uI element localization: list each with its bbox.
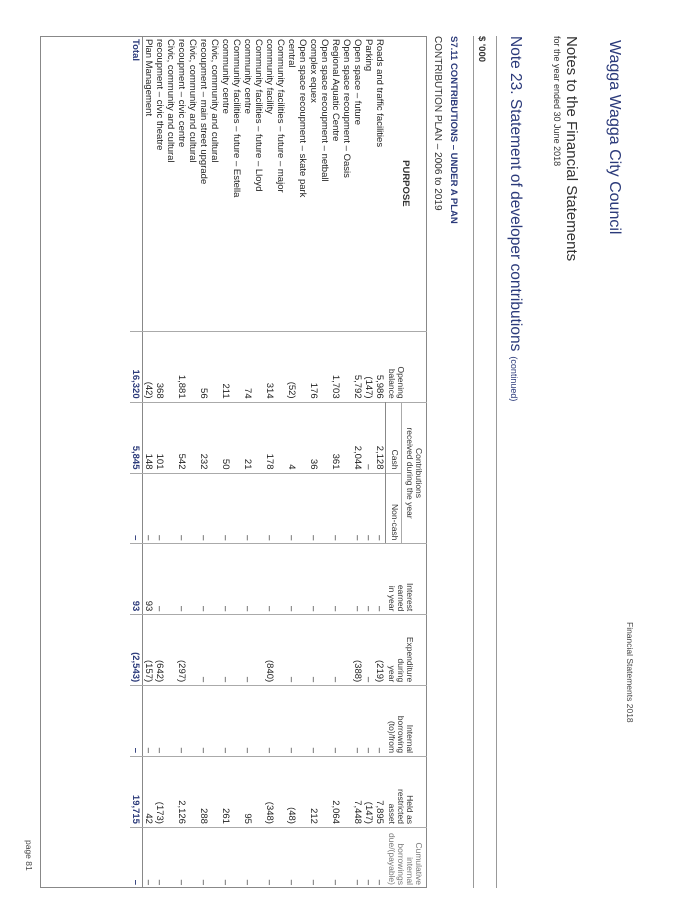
cell-opening: 5,986 [374, 331, 386, 402]
total-cash: 5,845 [130, 402, 143, 473]
cell-purpose [176, 36, 198, 331]
cell-noncash: – [330, 473, 352, 544]
header-line: year [387, 665, 398, 683]
cell-borrowing: – [198, 686, 220, 757]
cell-cash: 2,128 [374, 402, 386, 473]
cell-held: 2,126 [176, 757, 198, 828]
cell-expenditure: – [330, 615, 352, 686]
total-interest: 93 [130, 544, 143, 615]
cell-cumulative: – [176, 827, 198, 888]
cell-noncash: – [198, 473, 220, 544]
cell-purpose [374, 36, 386, 331]
purpose-line: Open space – future [351, 39, 363, 126]
cell-purpose [154, 36, 176, 331]
purpose-line: Community facilities – future – Estella [230, 39, 242, 198]
cell-purpose [242, 36, 264, 331]
table-body [130, 36, 386, 888]
purpose-line: complex equex [307, 39, 319, 103]
cell-noncash: – [308, 473, 330, 544]
cell-purpose [142, 36, 154, 331]
cell-borrowing: – [330, 686, 352, 757]
cell-held: (173) [154, 757, 176, 828]
header-line: borrowing [396, 715, 407, 754]
cell-held: (348) [264, 757, 286, 828]
section-title: S7.11 CONTRIBUTIONS – UNDER A PLAN [448, 36, 459, 224]
cell-purpose [363, 36, 374, 331]
note-continued: (continued) [509, 356, 519, 402]
table-row [286, 36, 308, 888]
cell-opening: 5,792 [352, 331, 363, 402]
cell-cumulative: – [220, 827, 242, 888]
cell-interest: – [220, 544, 242, 615]
purpose-line: central [285, 39, 297, 68]
cell-cash: 361 [330, 402, 352, 473]
cell-borrowing: – [374, 686, 386, 757]
cell-noncash: – [176, 473, 198, 544]
cell-held: (48) [286, 757, 308, 828]
cell-borrowing: – [154, 686, 176, 757]
cell-interest: – [154, 544, 176, 615]
cell-borrowing: – [242, 686, 264, 757]
cell-borrowing: – [220, 686, 242, 757]
purpose-line: Community facilities – future – major [274, 39, 286, 193]
header-line: in year [387, 585, 398, 612]
note-title-text: Note 23. Statement of developer contributions [507, 36, 524, 352]
cell-borrowing: – [352, 686, 363, 757]
cell-interest: – [352, 544, 363, 615]
cell-interest: – [363, 544, 374, 615]
cell-cash: 2,044 [352, 402, 363, 473]
purpose-line: community facility [263, 39, 275, 114]
purpose-line: recoupment – civic centre [175, 39, 187, 148]
table-row [242, 36, 264, 888]
header-line: due/(payable) [387, 833, 398, 885]
purpose-line: Regional Aquatic Centre [329, 39, 341, 142]
cell-held: 7,895 [374, 757, 386, 828]
total-noncash: – [130, 473, 143, 544]
cell-cash: 4 [286, 402, 308, 473]
cell-interest: – [308, 544, 330, 615]
notes-subtitle: for the year ended 30 June 2018 [552, 36, 562, 167]
cell-purpose [286, 36, 308, 331]
table-row [142, 36, 154, 888]
cell-cumulative: – [286, 827, 308, 888]
total-borrowing: – [130, 686, 143, 757]
cell-purpose [330, 36, 352, 331]
cell-noncash: – [154, 473, 176, 544]
cell-interest: – [242, 544, 264, 615]
cell-opening: 211 [220, 331, 242, 402]
total-held: 19,715 [130, 757, 143, 828]
cell-cash: 178 [264, 402, 286, 473]
header-line: earned [396, 584, 407, 612]
cell-expenditure: (297) [176, 615, 198, 686]
cell-noncash: – [286, 473, 308, 544]
cell-cash: 148 [142, 402, 154, 473]
cell-noncash: – [363, 473, 374, 544]
cell-expenditure: – [220, 615, 242, 686]
purpose-line: Parking [362, 39, 374, 72]
cell-opening: (52) [286, 331, 308, 402]
cell-cumulative: – [330, 827, 352, 888]
purpose-line: community centre [241, 39, 253, 114]
header-opening-balance [385, 331, 427, 402]
table-row [363, 36, 374, 888]
cell-purpose [308, 36, 330, 331]
total-expenditure: (2,543) [130, 615, 143, 686]
cell-cash: 21 [242, 402, 264, 473]
cell-cumulative: – [264, 827, 286, 888]
cell-held: 288 [198, 757, 220, 828]
cell-held: 7,448 [352, 757, 363, 828]
cell-expenditure: (157) [142, 615, 154, 686]
cell-held: 42 [142, 757, 154, 828]
cell-purpose [352, 36, 363, 331]
header-line: asset [387, 803, 398, 824]
cell-cash: 232 [198, 402, 220, 473]
purpose-line: Open space recoupment – netball [318, 39, 330, 182]
header-expenditure [385, 615, 427, 686]
plan-title: CONTRIBUTION PLAN – 2006 to 2019 [432, 36, 443, 211]
cell-cumulative: – [363, 827, 374, 888]
cell-borrowing: – [286, 686, 308, 757]
cell-cumulative: – [308, 827, 330, 888]
header-line: Internal [405, 724, 416, 754]
page-number: page 81 [24, 840, 34, 871]
purpose-line: Community facilities – future – Lloyd [252, 39, 264, 192]
cell-expenditure: (642) [154, 615, 176, 686]
document-label: Financial Statements 2018 [625, 622, 635, 723]
table-row [308, 36, 330, 888]
purpose-line: recoupment – main street upgrade [197, 39, 209, 185]
header-cumulative [385, 827, 427, 888]
cell-borrowing: – [264, 686, 286, 757]
cell-borrowing: – [176, 686, 198, 757]
cell-noncash: – [352, 473, 363, 544]
cell-interest: – [286, 544, 308, 615]
cell-expenditure: – [363, 615, 374, 686]
header-contributions-group [402, 402, 427, 544]
header-line: Opening [396, 366, 407, 399]
cell-cash: 50 [220, 402, 242, 473]
cell-borrowing: – [363, 686, 374, 757]
table-row [264, 36, 286, 888]
table-row [220, 36, 242, 888]
purpose-line: Roads and traffic facilities [373, 39, 385, 148]
cell-expenditure: (388) [352, 615, 363, 686]
total-row [130, 36, 143, 888]
header-line: Held as [405, 795, 416, 824]
cell-opening: 56 [198, 331, 220, 402]
header-line: Contributions [414, 447, 424, 499]
total-opening: 16,320 [130, 331, 143, 402]
total-label: Total [130, 36, 143, 331]
cell-opening: 368 [154, 331, 176, 402]
unit-label: $ '000 [476, 36, 487, 63]
divider [473, 36, 474, 888]
cell-cumulative: – [374, 827, 386, 888]
cell-cash: – [363, 402, 374, 473]
cell-cash: 101 [154, 402, 176, 473]
cell-borrowing: – [142, 686, 154, 757]
cell-opening: 1,881 [176, 331, 198, 402]
cell-held: 212 [308, 757, 330, 828]
purpose-line: Civic, community and cultural [164, 39, 176, 163]
cell-interest: – [198, 544, 220, 615]
header-line: borrowings [396, 843, 407, 885]
cell-opening: (147) [363, 331, 374, 402]
cell-cumulative: – [154, 827, 176, 888]
table-row [198, 36, 220, 888]
header-line: internal [405, 857, 416, 885]
cell-cumulative: – [142, 827, 154, 888]
cell-opening: (42) [142, 331, 154, 402]
header-line: during [396, 658, 407, 683]
header-internal-borrowing [385, 686, 427, 757]
cell-interest: – [330, 544, 352, 615]
note-title [506, 36, 524, 401]
purpose-line: Open space recoupment – Oasis [340, 39, 352, 178]
purpose-line: Civic, community and cultural [208, 39, 220, 163]
header-line: Interest [405, 582, 416, 612]
cell-held: 2,064 [330, 757, 352, 828]
cell-held: (147) [363, 757, 374, 828]
purpose-line: community centre [219, 39, 231, 114]
table-row [352, 36, 363, 888]
cell-held: 261 [220, 757, 242, 828]
cell-expenditure: – [242, 615, 264, 686]
purpose-line: Civic, community and cultural [186, 39, 198, 163]
cell-noncash: – [142, 473, 154, 544]
cell-expenditure: – [198, 615, 220, 686]
purpose-line: recoupment – civic theatre [153, 39, 165, 151]
cell-cumulative: – [352, 827, 363, 888]
purpose-line: Plan Management [142, 39, 154, 117]
header-held-restricted [385, 757, 427, 828]
header-line: Cumulative [414, 842, 424, 885]
table-row [330, 36, 352, 888]
total-cumulative: – [130, 827, 143, 888]
cell-noncash: – [242, 473, 264, 544]
cell-held: 95 [242, 757, 264, 828]
cell-opening: 314 [264, 331, 286, 402]
cell-expenditure: (840) [264, 615, 286, 686]
contributions-table [130, 36, 427, 888]
table-row [176, 36, 198, 888]
purpose-line: Open space recoupment – skate park [296, 39, 308, 198]
header-line: balance [387, 368, 398, 399]
header-interest [385, 544, 427, 615]
table-row [154, 36, 176, 888]
cell-expenditure: (219) [374, 615, 386, 686]
cell-expenditure: – [286, 615, 308, 686]
cell-cash: 542 [176, 402, 198, 473]
header-purpose: PURPOSE [400, 160, 412, 207]
divider [496, 36, 497, 888]
cell-interest: 93 [142, 544, 154, 615]
cell-opening: 176 [308, 331, 330, 402]
cell-cumulative: – [242, 827, 264, 888]
cell-opening: 74 [242, 331, 264, 402]
header-line: (to)/from [387, 720, 398, 754]
table-row [374, 36, 386, 888]
cell-interest: – [176, 544, 198, 615]
header-line: restricted [396, 789, 407, 824]
cell-purpose [264, 36, 286, 331]
header-non-cash: Non-cash [385, 473, 401, 544]
cell-opening: 1,703 [330, 331, 352, 402]
org-name: Wagga Wagga City Council [606, 40, 623, 235]
notes-title: Notes to the Financial Statements [563, 36, 580, 262]
header-cash: Cash [385, 402, 401, 473]
cell-interest: – [374, 544, 386, 615]
cell-purpose [198, 36, 220, 331]
cell-cash: 36 [308, 402, 330, 473]
header-line: received during the year [405, 427, 416, 519]
cell-borrowing: – [308, 686, 330, 757]
cell-interest: – [264, 544, 286, 615]
cell-cumulative: – [198, 827, 220, 888]
cell-expenditure: – [308, 615, 330, 686]
cell-noncash: – [220, 473, 242, 544]
cell-noncash: – [374, 473, 386, 544]
header-line: Expenditure [405, 636, 416, 683]
cell-purpose [220, 36, 242, 331]
cell-noncash: – [264, 473, 286, 544]
